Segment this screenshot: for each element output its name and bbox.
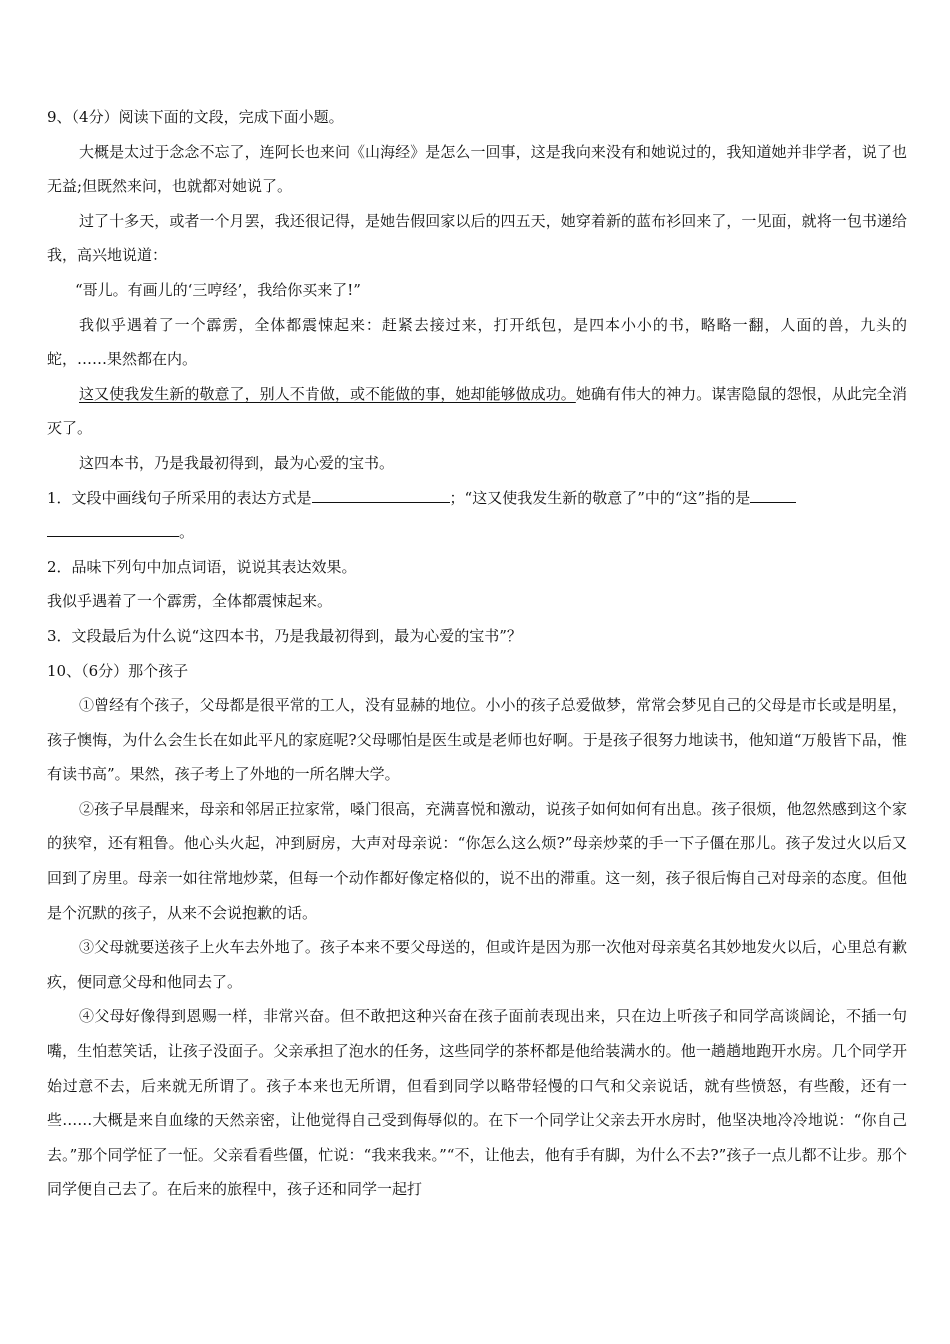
q10-passage-paragraph-3: ③父母就要送孩子上火车去外地了。孩子本来不要父母送的，但或许是因为那一次他对母亲莫名其妙地发火以后，心里总有歉疚，便同意父母和他同去了。 bbox=[47, 938, 907, 991]
answer-blank-2-continued[interactable] bbox=[47, 518, 179, 537]
subquestion-1-text-b: ；“这又使我发生新的敬意了”中的“这”指的是 bbox=[449, 488, 751, 507]
q9-subquestion-2: 2．品味下列句中加点词语，说说其表达效果。 bbox=[47, 557, 357, 576]
q9-passage-paragraph-5 bbox=[47, 377, 907, 446]
q10-passage-paragraph-2: ②孩子早晨醒来，母亲和邻居正拉家常，嗓门很高，充满喜悦和激动，说孩子如何如何有出息。孩子很烦，他忽然感到这个家的狭窄，还有粗鲁。他心头火起，冲到厨房，大声对母亲说：“你怎么这么烦?”母亲炒菜的手一下子僵在那儿。孩子发过火以后又回到了房里。母亲一如往常地炒菜，但每一个动作都好像定格似的，说不出的滞重。这一刻，孩子很后悔自己对母亲的态度。但他是个沉默的孩子，从来不会说抱歉的话。 bbox=[47, 799, 907, 922]
paragraph-5-rest: 她确有伟大的神力。谋害隐鼠的怨恨，从此完全消灭了。 bbox=[47, 384, 907, 438]
q9-subquestion-1-continued bbox=[47, 515, 907, 550]
q9-passage-paragraph-6: 这四本书，乃是我最初得到，最为心爱的宝书。 bbox=[79, 453, 395, 472]
underlined-sentence: 这又使我发生新的敬意了，别人不肯做，或不能做的事，她却能够做成功。 bbox=[79, 384, 576, 403]
q9-passage-paragraph-2: 过了十多天，或者一个月罢，我还很记得，是她告假回家以后的四五天，她穿着新的蓝布衫回来了，一见面，就将一包书递给我，高兴地说道： bbox=[47, 211, 907, 265]
q9-passage-paragraph-4: 我似乎遇着了一个霹雳，全体都震悚起来：赶紧去接过来，打开纸包，是四本小小的书，略略一翻，人面的兽，九头的蛇，……果然都在内。 bbox=[47, 315, 907, 369]
subquestion-1-end: 。 bbox=[179, 523, 195, 542]
q10-passage-paragraph-4: ④父母好像得到恩赐一样，非常兴奋。但不敢把这种兴奋在孩子面前表现出来，只在边上听孩子和同学高谈阔论，不插一句嘴，生怕惹笑话，让孩子没面子。父亲承担了泡水的任务，这些同学的茶杯都是他给装满水的。他一趟趟地跑开水房。几个同学开始过意不去，后来就无所谓了。孩子本来也无所谓，但看到同学以略带轻慢的口气和父亲说话，就有些愤怒，有些酸，还有一些……大概是来自血缘的天然亲密，让他觉得自己受到侮辱似的。在下一个同学让父亲去开水房时，他坚决地冷冷地说：“你自己去。”那个同学怔了一怔。父亲看看些僵，忙说：“我来我来。”“不，让他去，他有手有脚，为什么不去?”孩子一点儿都不让步。那个同学便自己去了。在后来的旅程中，孩子还和同学一起打 bbox=[47, 1007, 907, 1199]
q9-passage-quote: “哥儿。有画儿的‘三哼经’，我给你买来了!” bbox=[75, 280, 361, 299]
q9-passage-paragraph-1: 大概是太过于念念不忘了，连阿长也来问《山海经》是怎么一回事，这是我向来没有和她说过的，我知道她并非学者，说了也无益;但既然来问，也就都对她说了。 bbox=[47, 142, 907, 196]
q9-subquestion-2-sentence: 我似乎遇着了一个霹雳，全体都震悚起来。 bbox=[47, 592, 333, 611]
exam-page bbox=[47, 100, 907, 1207]
q9-subquestion-1 bbox=[47, 481, 907, 516]
question-9-header: 9、（4分）阅读下面的文段，完成下面小题。 bbox=[47, 108, 344, 126]
answer-blank-1[interactable] bbox=[312, 484, 450, 503]
subquestion-1-text-a: 1．文段中画线句子所采用的表达方式是 bbox=[47, 488, 312, 507]
answer-blank-2[interactable] bbox=[750, 484, 796, 503]
q9-subquestion-3: 3．文段最后为什么说“这四本书，乃是我最初得到，最为心爱的宝书”？ bbox=[47, 626, 522, 645]
question-10-header: 10、（6分）那个孩子 bbox=[47, 661, 189, 680]
q10-passage-paragraph-1: ①曾经有个孩子，父母都是很平常的工人，没有显赫的地位。小小的孩子总爱做梦，常常会梦见自己的父母是市长或是明星，孩子懊悔，为什么会生长在如此平凡的家庭呢?父母哪怕是医生或是老师也好啊。于是孩子很努力地读书，他知道“万般皆下品，惟有读书高”。果然，孩子考上了外地的一所名牌大学。 bbox=[47, 696, 907, 784]
